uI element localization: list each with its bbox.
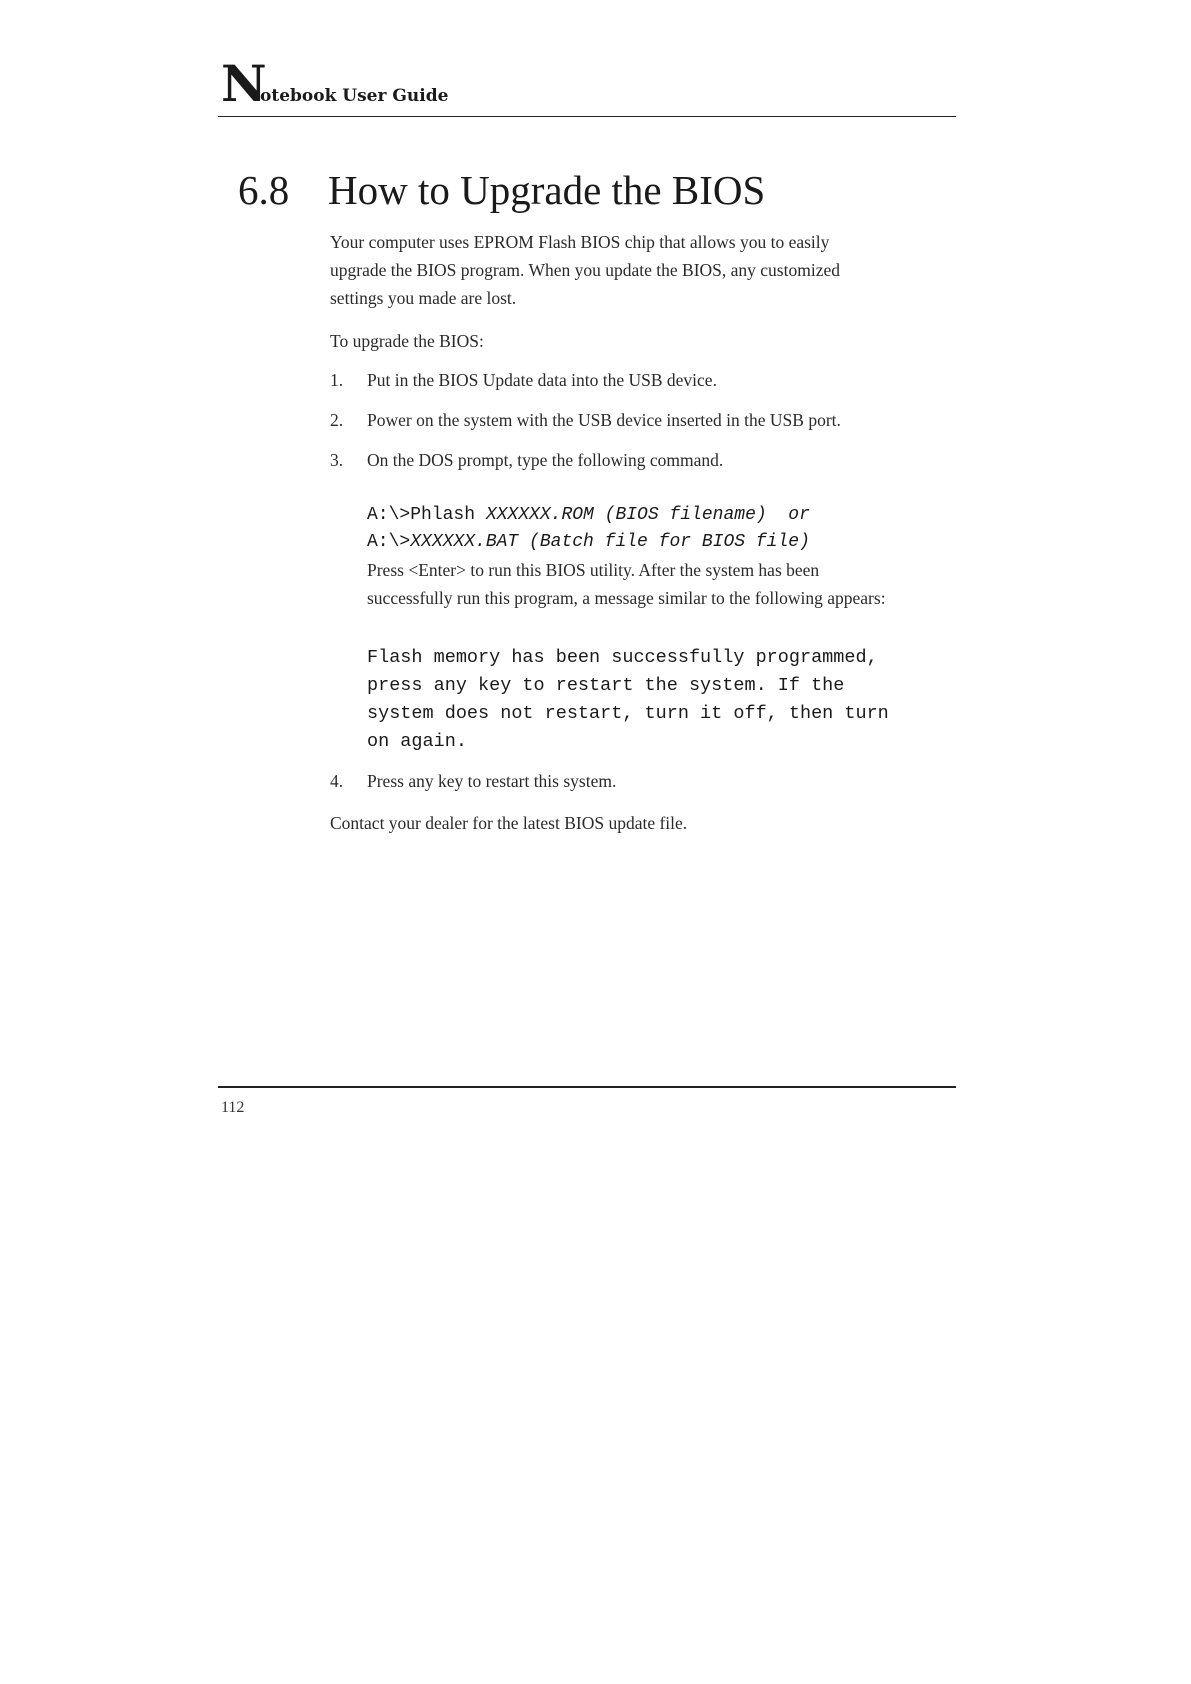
step-text: On the DOS prompt, type the following command. — [367, 450, 724, 470]
running-header — [218, 54, 956, 117]
press-line: Press <Enter> to run this BIOS utility. After the system has been — [367, 560, 820, 580]
command-prefix: A:\>Phlash — [367, 505, 486, 525]
press-enter-paragraph — [367, 556, 942, 612]
step-4 — [330, 767, 616, 795]
success-message-block — [367, 644, 947, 756]
lead-in-text: To upgrade the BIOS: — [330, 331, 484, 351]
step-text: Put in the BIOS Update data into the USB device. — [367, 370, 717, 390]
command-block — [367, 502, 810, 556]
message-line: press any key to restart the system. If the — [367, 675, 845, 696]
step-1 — [330, 366, 717, 394]
step-3 — [330, 446, 723, 474]
step-2 — [330, 406, 841, 434]
step-text: Power on the system with the USB device inserted in the USB port. — [367, 410, 841, 430]
step-number: 2. — [330, 410, 344, 430]
command-line-2 — [367, 529, 810, 556]
step-number: 4. — [330, 771, 344, 791]
footer-rule — [218, 1086, 956, 1088]
message-line: on again. — [367, 731, 467, 752]
intro-line: upgrade the BIOS program. When you update the BIOS, any customized — [330, 260, 840, 280]
step-number: 1. — [330, 370, 344, 390]
header-drop-initial: N — [221, 54, 267, 113]
page-number: 112 — [221, 1099, 245, 1116]
contact-note: Contact your dealer for the latest BIOS update file. — [330, 813, 688, 833]
intro-line: settings you made are lost. — [330, 288, 517, 308]
command-prefix: A:\> — [367, 532, 411, 552]
message-line: Flash memory has been successfully programmed, — [367, 647, 878, 668]
step-text: Press any key to restart this system. — [367, 771, 617, 791]
section-title: How to Upgrade the BIOS — [328, 167, 766, 213]
command-or: or — [766, 505, 810, 525]
section-heading — [238, 166, 765, 214]
message-line: system does not restart, turn it off, then turn — [367, 703, 889, 724]
intro-line: Your computer uses EPROM Flash BIOS chip that allows you to easily — [330, 232, 830, 252]
command-line-1 — [367, 502, 810, 529]
section-number: 6.8 — [238, 167, 290, 213]
step-number: 3. — [330, 450, 344, 470]
press-line: successfully run this program, a message similar to the following appears: — [367, 588, 886, 608]
header-title: otebook User Guide — [260, 86, 449, 106]
command-argument: XXXXXX.BAT (Batch file for BIOS file) — [410, 532, 810, 552]
intro-paragraph — [330, 228, 930, 312]
command-argument: XXXXXX.ROM (BIOS filename) — [485, 505, 767, 525]
